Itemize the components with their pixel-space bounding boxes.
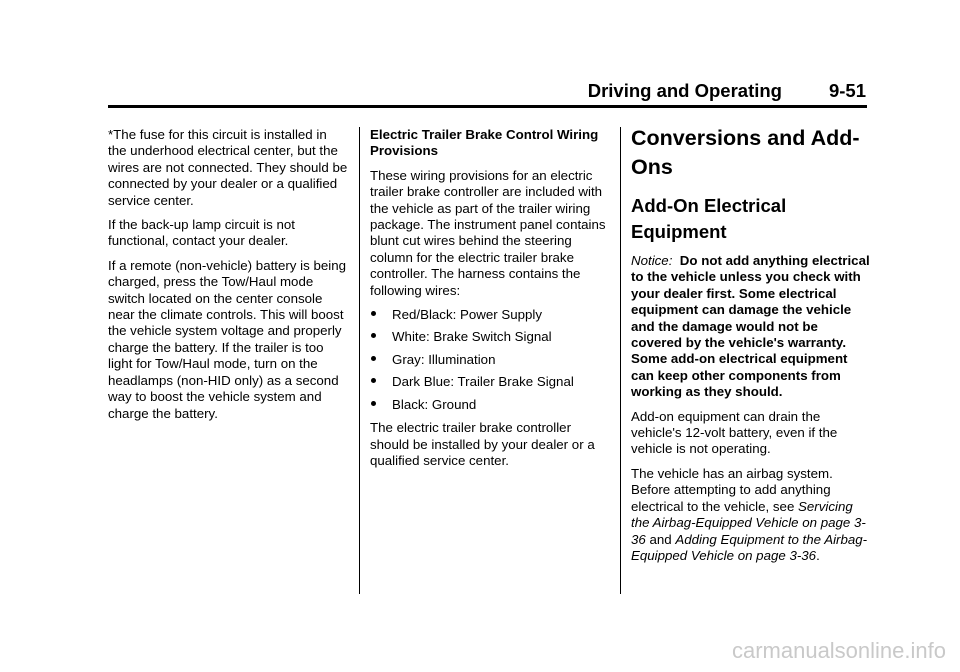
header-rule: [108, 105, 867, 108]
fuse-note-paragraph: *The fuse for this circuit is installed in the underhood electrical center, but the wires are not connected. They should be connected by your dealer or a qualified service center.: [108, 127, 348, 208]
installation-paragraph: The electric trailer brake controller should be installed by your dealer or a qualified service center.: [370, 420, 595, 468]
xref-adding-equipment[interactable]: Adding Equipment to the Airbag-Equipped Vehicle on page 3-36: [631, 531, 868, 563]
bullet-icon: [371, 333, 376, 338]
column-1: [108, 127, 348, 430]
airbag-text: The vehicle has an airbag system. Before attempting to add anything electrical to the vehicle, see: [631, 465, 833, 514]
wire-label: Dark Blue: Trailer Brake Signal: [392, 374, 574, 390]
subsection-title: Add-On Electrical Equipment: [631, 195, 787, 242]
column-divider: [359, 127, 360, 594]
battery-drain-paragraph: Add-on equipment can drain the vehicle's 12-volt battery, even if the vehicle is not operating.: [631, 408, 838, 457]
column-3: [631, 127, 871, 572]
bullet-icon: [371, 311, 376, 316]
period-text: .: [816, 547, 820, 563]
airbag-paragraph: [631, 466, 871, 564]
column-2: [370, 127, 610, 477]
notice-paragraph: [631, 253, 871, 401]
wire-label: Black: Ground: [392, 396, 477, 412]
xref-servicing-airbag[interactable]: Servicing the Airbag-Equipped Vehicle on page 3-36: [631, 498, 866, 547]
and-text: and: [649, 531, 672, 547]
page-header: [108, 80, 866, 104]
bullet-icon: [371, 356, 376, 361]
list-item: [370, 352, 610, 368]
list-item: [370, 329, 610, 345]
notice-label: Notice:: [631, 253, 673, 268]
remote-battery-paragraph: If a remote (non-vehicle) battery is being charged, press the Tow/Haul mode switch located on the center console near the climate controls. This will boost the vehicle system voltage and properly charge the battery. If the trailer is too light for Tow/Haul mode, turn on the headlamps (non-HID only) as a second way to boost the vehicle system and charge the battery.: [108, 257, 346, 421]
header-title: Driving and Operating: [587, 80, 782, 101]
backup-lamp-paragraph: If the back-up lamp circuit is not functional, contact your dealer.: [108, 217, 295, 249]
bullet-icon: [371, 378, 376, 383]
wire-list: [370, 307, 610, 413]
list-item: [370, 307, 610, 323]
list-item: [370, 374, 610, 390]
wiring-provisions-paragraph: These wiring provisions for an electric trailer brake controller are included with the vehicle as part of the trailer wiring package. The instrument panel contains blunt cut wires behind the steering column for the electric trailer brake controller. The harness contains the following wires:: [370, 167, 606, 298]
wire-label: White: Brake Switch Signal: [392, 329, 552, 345]
watermark: carmanualsonline.info: [731, 638, 946, 663]
page-number: 9-51: [828, 80, 866, 101]
column-divider: [620, 127, 621, 594]
section-title: Conversions and Add-Ons: [631, 126, 860, 179]
bullet-icon: [371, 401, 376, 406]
list-item: [370, 397, 610, 413]
wire-label: Gray: Illumination: [392, 351, 496, 367]
wire-label: Red/Black: Power Supply: [392, 307, 543, 323]
notice-text: Do not add anything electrical to the vehicle unless you check with your dealer first. Some electrical equipment can damage the vehicle and the damage would not be covered by the vehicle's warranty. Some add-on electrical equipment can keep other components from working as they should.: [631, 253, 870, 400]
wiring-provisions-heading: Electric Trailer Brake Control Wiring Provisions: [370, 127, 599, 159]
